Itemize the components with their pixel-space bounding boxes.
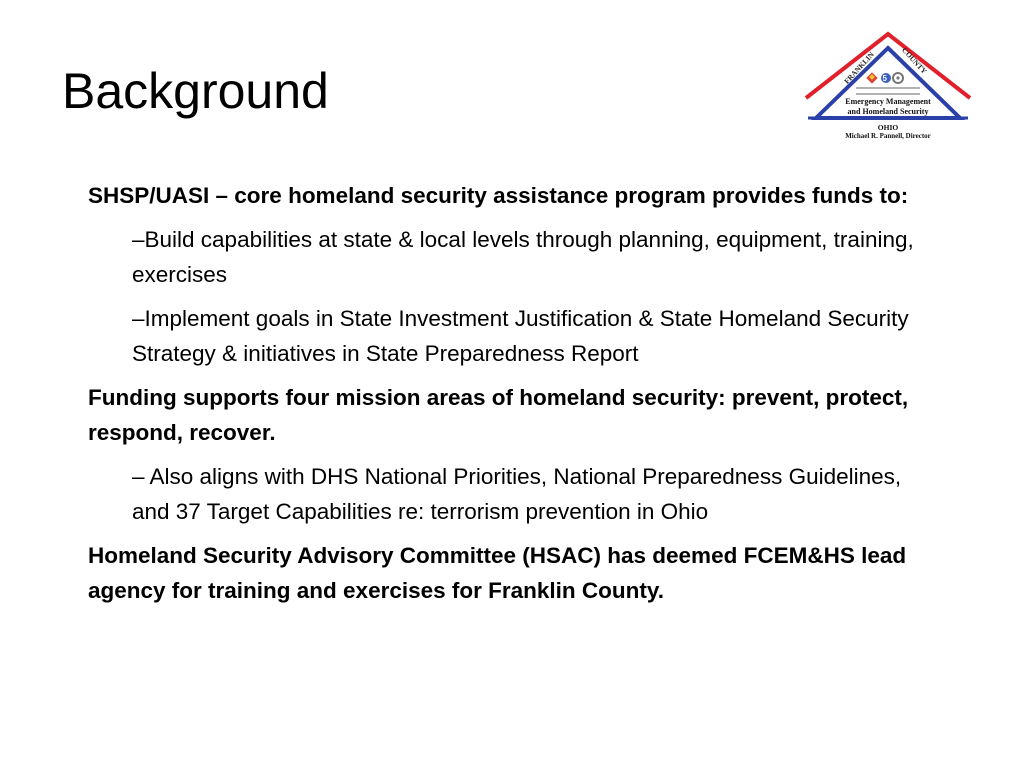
logo-outer-triangle — [806, 34, 970, 98]
bullet-level1: Homeland Security Advisory Committee (HSAC) has deemed FCEM&HS lead agency for training and exercises for Franklin County. — [88, 543, 907, 603]
logo-agency-line2: and Homeland Security — [847, 107, 929, 116]
slide-title: Background — [62, 63, 329, 119]
logo-emblem-icons — [866, 72, 903, 83]
franklin-county-ema-logo — [802, 28, 974, 146]
bullet-level1: SHSP/UASI – core homeland security assistance program provides funds to: — [88, 183, 909, 208]
logo-state: OHIO — [877, 123, 899, 132]
logo-director: Michael R. Pannell, Director — [845, 132, 931, 140]
bullet-level2: –Implement goals in State Investment Justification & State Homeland Security Strategy & initiatives in State Preparedness Report — [132, 306, 909, 366]
logo-arc-text-left: FRANKLIN — [842, 50, 876, 86]
logo-agency-name — [802, 97, 974, 117]
slide-body — [88, 178, 938, 617]
bullet-level1: Funding supports four mission areas of homeland security: prevent, protect, respond, recover. — [88, 385, 909, 445]
bullet-level2: – Also aligns with DHS National Priorities, National Preparedness Guidelines, and 37 Target Capabilities re: terrorism prevention in Ohio — [132, 464, 902, 524]
svg-text:5: 5 — [882, 74, 887, 83]
logo-agency-line1: Emergency Management — [845, 97, 931, 106]
bullet-level2: –Build capabilities at state & local levels through planning, equipment, training, exercises — [132, 227, 914, 287]
logo-arc-text-right: COUNTY — [900, 45, 929, 76]
